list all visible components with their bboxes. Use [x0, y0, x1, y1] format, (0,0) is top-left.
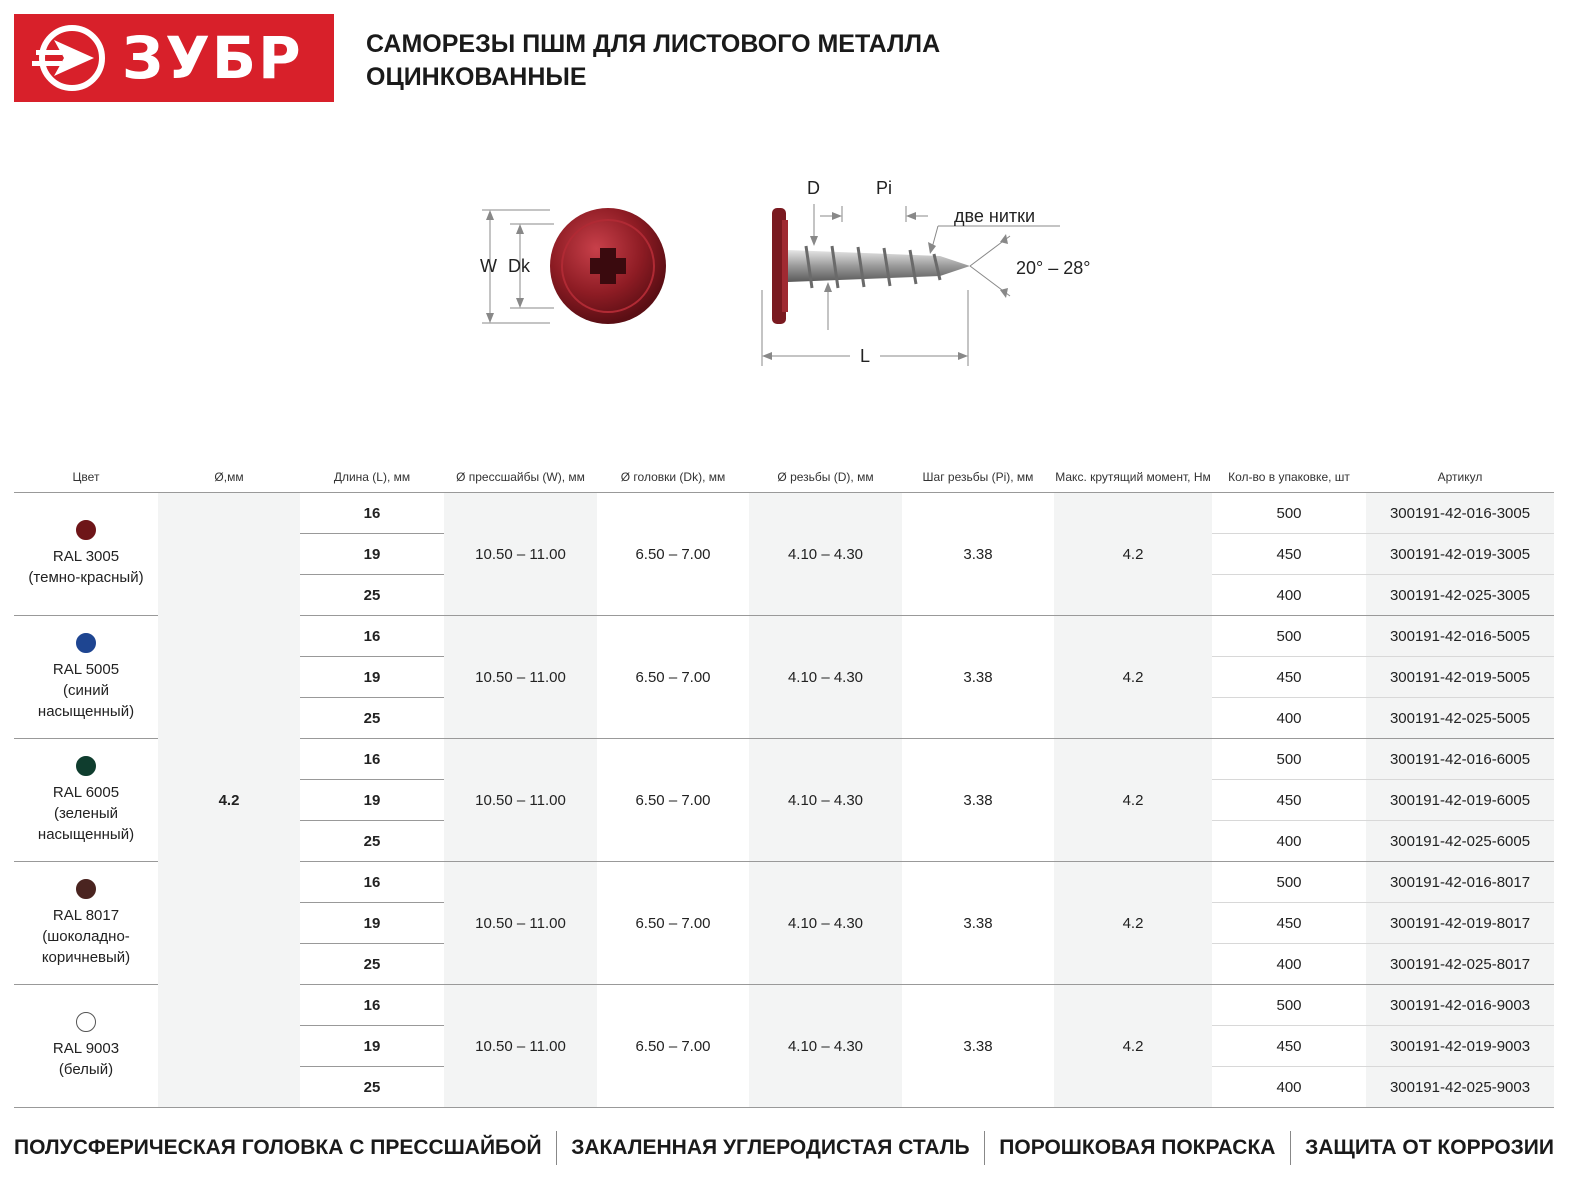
screw-illustration — [470, 170, 1110, 380]
brand-logo — [14, 14, 334, 102]
thread-value: 4.10 – 4.30 — [749, 862, 902, 985]
pitch-value: 3.38 — [902, 493, 1054, 616]
length-value: 19 — [300, 1026, 444, 1067]
qty-value: 500 — [1212, 493, 1366, 534]
article-value: 300191-42-025-6005 — [1366, 821, 1554, 862]
color-cell — [14, 493, 158, 616]
length-value: 16 — [300, 616, 444, 657]
article-value: 300191-42-016-3005 — [1366, 493, 1554, 534]
length-value: 25 — [300, 944, 444, 985]
thread-value: 4.10 – 4.30 — [749, 493, 902, 616]
head-value: 6.50 – 7.00 — [597, 616, 749, 739]
length-value: 16 — [300, 862, 444, 903]
qty-value: 450 — [1212, 780, 1366, 821]
table-row — [14, 493, 1554, 534]
article-value: 300191-42-019-3005 — [1366, 534, 1554, 575]
qty-value: 450 — [1212, 534, 1366, 575]
label-d: D — [807, 178, 820, 198]
torque-value: 4.2 — [1054, 862, 1212, 985]
table-body — [14, 493, 1554, 1108]
torque-value: 4.2 — [1054, 739, 1212, 862]
article-value: 300191-42-016-6005 — [1366, 739, 1554, 780]
qty-value: 500 — [1212, 739, 1366, 780]
color-name: (синий насыщенный) — [37, 681, 135, 720]
ral-code: RAL 6005 — [52, 783, 120, 801]
divider — [1290, 1131, 1291, 1165]
color-cell — [14, 616, 158, 739]
article-value: 300191-42-019-6005 — [1366, 780, 1554, 821]
feature-corrosion: ЗАЩИТА ОТ КОРРОЗИИ — [1305, 1136, 1554, 1159]
spec-table — [14, 462, 1554, 1108]
qty-value: 400 — [1212, 698, 1366, 739]
header-pitch: Шаг резьбы (Pi), мм — [902, 462, 1054, 493]
screw-diagram — [470, 170, 1110, 380]
label-w: W — [480, 256, 497, 276]
qty-value: 400 — [1212, 1067, 1366, 1108]
color-cell — [14, 862, 158, 985]
brand-arrow-icon — [14, 14, 124, 102]
color-swatch — [76, 756, 96, 776]
length-value: 19 — [300, 534, 444, 575]
length-value: 16 — [300, 493, 444, 534]
article-value: 300191-42-019-5005 — [1366, 657, 1554, 698]
length-value: 25 — [300, 821, 444, 862]
qty-value: 400 — [1212, 821, 1366, 862]
title-line-2: ОЦИНКОВАННЫЕ — [366, 63, 587, 91]
length-value: 16 — [300, 985, 444, 1026]
article-value: 300191-42-025-5005 — [1366, 698, 1554, 739]
article-value: 300191-42-016-9003 — [1366, 985, 1554, 1026]
label-l: L — [860, 346, 871, 366]
thread-value: 4.10 – 4.30 — [749, 616, 902, 739]
torque-value: 4.2 — [1054, 493, 1212, 616]
divider — [984, 1131, 985, 1165]
article-value: 300191-42-025-3005 — [1366, 575, 1554, 616]
brand-name: ЗУБР — [122, 24, 303, 92]
color-name: (темно-красный) — [28, 569, 144, 586]
title-line-1: САМОРЕЗЫ ПШМ ДЛЯ ЛИСТОВОГО МЕТАЛЛА — [366, 30, 941, 58]
ral-code: RAL 9003 — [52, 1040, 120, 1057]
divider — [556, 1131, 557, 1165]
pitch-value: 3.38 — [902, 739, 1054, 862]
thread-value: 4.10 – 4.30 — [749, 739, 902, 862]
color-swatch — [76, 1012, 96, 1032]
qty-value: 450 — [1212, 903, 1366, 944]
torque-value: 4.2 — [1054, 985, 1212, 1108]
color-swatch — [76, 879, 96, 899]
washer-value: 10.50 – 11.00 — [444, 616, 597, 739]
label-pi: Pi — [876, 178, 893, 198]
header-head: Ø головки (Dk), мм — [597, 462, 749, 493]
ral-code: RAL 8017 — [52, 906, 120, 924]
qty-value: 500 — [1212, 862, 1366, 903]
qty-value: 450 — [1212, 1026, 1366, 1067]
features-bar — [14, 1128, 1554, 1168]
header-thread: Ø резьбы (D), мм — [749, 462, 902, 493]
header-diameter: Ø,мм — [158, 462, 300, 493]
head-value: 6.50 – 7.00 — [597, 493, 749, 616]
article-value: 300191-42-016-8017 — [1366, 862, 1554, 903]
pitch-value: 3.38 — [902, 616, 1054, 739]
length-value: 25 — [300, 698, 444, 739]
ral-code: RAL 5005 — [52, 660, 120, 678]
qty-value: 400 — [1212, 944, 1366, 985]
thread-value: 4.10 – 4.30 — [749, 985, 902, 1108]
color-name: (шоколадно-коричневый) — [41, 927, 131, 966]
color-swatch — [76, 520, 96, 540]
header-torque: Макс. крутящий момент, Нм — [1054, 462, 1212, 493]
qty-value: 450 — [1212, 657, 1366, 698]
washer-value: 10.50 – 11.00 — [444, 493, 597, 616]
qty-value: 500 — [1212, 985, 1366, 1026]
diameter-value: 4.2 — [158, 493, 300, 1108]
length-value: 16 — [300, 739, 444, 780]
qty-value: 500 — [1212, 616, 1366, 657]
header-washer: Ø прессшайбы (W), мм — [444, 462, 597, 493]
head-value: 6.50 – 7.00 — [597, 739, 749, 862]
color-cell — [14, 739, 158, 862]
label-dk: Dk — [508, 256, 530, 276]
article-value: 300191-42-019-9003 — [1366, 1026, 1554, 1067]
header-qty: Кол-во в упаковке, шт — [1212, 462, 1366, 493]
length-value: 19 — [300, 780, 444, 821]
header-color: Цвет — [14, 462, 158, 493]
washer-value: 10.50 – 11.00 — [444, 862, 597, 985]
length-value: 25 — [300, 1067, 444, 1108]
pitch-value: 3.38 — [902, 862, 1054, 985]
feature-coating: ПОРОШКОВАЯ ПОКРАСКА — [999, 1136, 1276, 1159]
head-value: 6.50 – 7.00 — [597, 862, 749, 985]
label-two-threads: две нитки — [954, 206, 1036, 226]
feature-steel: ЗАКАЛЕННАЯ УГЛЕРОДИСТАЯ СТАЛЬ — [571, 1136, 970, 1159]
torque-value: 4.2 — [1054, 616, 1212, 739]
ral-code: RAL 3005 — [52, 548, 120, 565]
color-swatch — [76, 633, 96, 653]
article-value: 300191-42-016-5005 — [1366, 616, 1554, 657]
qty-value: 400 — [1212, 575, 1366, 616]
header-article: Артикул — [1366, 462, 1554, 493]
header-length: Длина (L), мм — [300, 462, 444, 493]
length-value: 19 — [300, 657, 444, 698]
table-header — [14, 462, 1554, 493]
article-value: 300191-42-025-8017 — [1366, 944, 1554, 985]
color-name: (белый) — [58, 1061, 114, 1078]
color-cell — [14, 985, 158, 1108]
length-value: 19 — [300, 903, 444, 944]
article-value: 300191-42-025-9003 — [1366, 1067, 1554, 1108]
head-value: 6.50 – 7.00 — [597, 985, 749, 1108]
feature-head: ПОЛУСФЕРИЧЕСКАЯ ГОЛОВКА С ПРЕССШАЙБОЙ — [14, 1136, 542, 1159]
color-name: (зеленый насыщенный) — [37, 804, 135, 843]
page-title — [366, 28, 940, 94]
label-angle: 20° – 28° — [1016, 258, 1091, 278]
washer-value: 10.50 – 11.00 — [444, 985, 597, 1108]
length-value: 25 — [300, 575, 444, 616]
pitch-value: 3.38 — [902, 985, 1054, 1108]
washer-value: 10.50 – 11.00 — [444, 739, 597, 862]
article-value: 300191-42-019-8017 — [1366, 903, 1554, 944]
